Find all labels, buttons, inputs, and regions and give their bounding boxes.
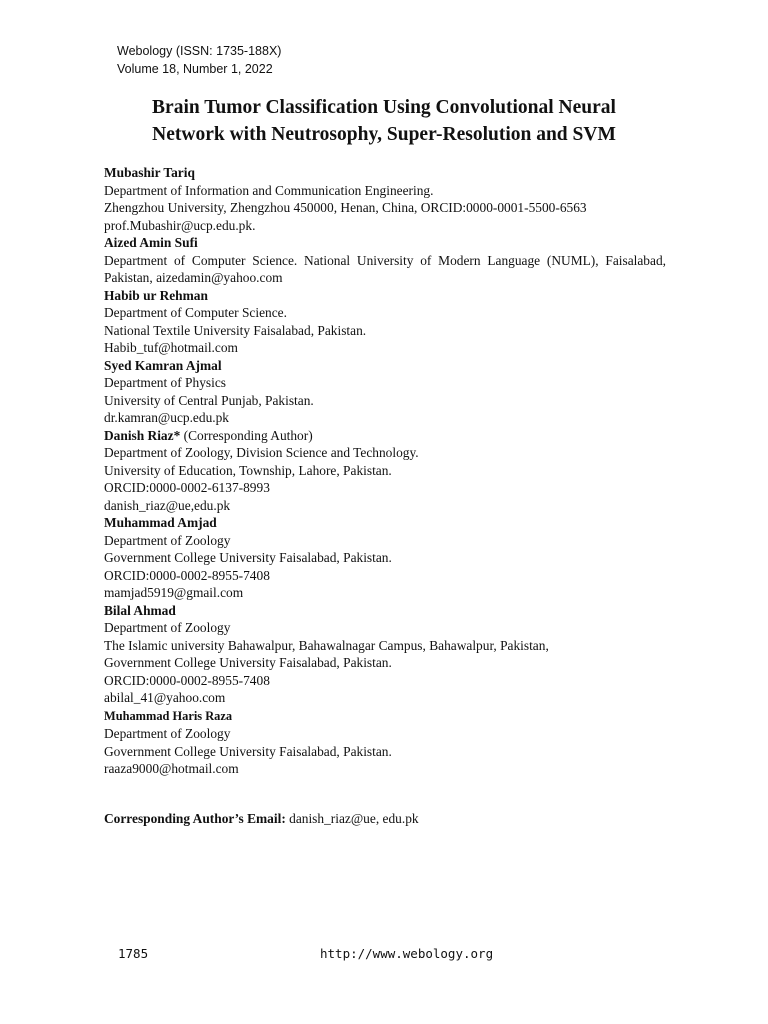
author-block: [104, 707, 666, 778]
page-number: 1785: [118, 946, 149, 961]
journal-volume: Volume 18, Number 1, 2022: [117, 62, 273, 76]
author-block: [104, 514, 666, 602]
author-affiliation: Government College University Faisalabad, Pakistan.: [104, 550, 392, 565]
author-block: [104, 427, 666, 515]
paper-title: [90, 94, 678, 148]
author-affiliation: Department of Computer Science.: [104, 305, 287, 320]
author-affiliation: Department of Zoology: [104, 532, 231, 548]
author-email: danish_riaz@ue,edu.pk: [104, 497, 231, 513]
author-orcid: ORCID:0000-0002-8955-7408: [104, 672, 270, 688]
paper-title-line-1: Brain Tumor Classification Using Convolutional Neural: [152, 97, 616, 118]
author-email: mamjad5919@gmail.com: [104, 585, 244, 600]
author-block: [104, 287, 666, 357]
author-name: Habib ur Rehman: [104, 287, 208, 303]
author-name: Bilal Ahmad: [104, 602, 176, 618]
author-email: raaza9000@hotmail.com: [104, 761, 239, 776]
author-email: abilal_41@yahoo.com: [104, 690, 226, 705]
author-name: Danish Riaz*: [104, 427, 181, 443]
author-affiliation: Department of Computer Science. National University of Modern Language (NUML), Faisalabad, Pakistan, aizedamin@yahoo.com: [104, 252, 666, 285]
author-orcid: ORCID:0000-0002-8955-7408: [104, 567, 270, 583]
author-affiliation: Department of Zoology: [104, 620, 231, 635]
corresponding-email-label: Corresponding Author’s Email:: [104, 811, 286, 826]
paper-title-line-2: Network with Neutrosophy, Super-Resolution and SVM: [152, 124, 616, 145]
author-affiliation: Department of Zoology, Division Science and Technology.: [104, 445, 419, 460]
author-name: Muhammad Haris Raza: [104, 708, 233, 723]
author-affiliation: University of Education, Township, Lahore, Pakistan.: [104, 462, 392, 478]
author-email: dr.kamran@ucp.edu.pk: [104, 410, 230, 425]
author-list: [104, 164, 666, 778]
author-name: Syed Kamran Ajmal: [104, 357, 222, 373]
journal-url: http://www.webology.org: [320, 946, 494, 961]
author-orcid: ORCID:0000-0002-6137-8993: [104, 480, 270, 495]
corresponding-email-value: danish_riaz@ue, edu.pk: [285, 811, 419, 826]
journal-issn: Webology (ISSN: 1735-188X): [117, 44, 282, 58]
author-name: Aized Amin Sufi: [104, 235, 198, 250]
author-email: prof.Mubashir@ucp.edu.pk.: [104, 217, 256, 233]
author-email: Habib_tuf@hotmail.com: [104, 340, 238, 355]
author-name: Muhammad Amjad: [104, 515, 217, 530]
author-affiliation: Department of Zoology: [104, 726, 231, 741]
journal-header: [117, 42, 281, 78]
author-affiliation: Zhengzhou University, Zhengzhou 450000, Henan, China, ORCID:0000-0001-5500-6563: [104, 200, 587, 215]
author-name: Mubashir Tariq: [104, 165, 195, 180]
author-affiliation: The Islamic university Bahawalpur, Bahawalnagar Campus, Bahawalpur, Pakistan,: [104, 637, 549, 653]
author-affiliation: Government College University Faisalabad, Pakistan.: [104, 655, 392, 670]
author-block: [104, 357, 666, 427]
author-affiliation: University of Central Punjab, Pakistan.: [104, 392, 314, 408]
author-affiliation: Department of Information and Communication Engineering.: [104, 182, 434, 198]
author-block: [104, 234, 666, 287]
author-block: [104, 164, 666, 234]
author-affiliation: Department of Physics: [104, 375, 226, 390]
corresponding-email: [104, 810, 419, 828]
author-affiliation: Government College University Faisalabad, Pakistan.: [104, 743, 392, 759]
author-block: [104, 602, 666, 707]
author-role: (Corresponding Author): [180, 427, 313, 443]
author-affiliation: National Textile University Faisalabad, Pakistan.: [104, 322, 367, 338]
